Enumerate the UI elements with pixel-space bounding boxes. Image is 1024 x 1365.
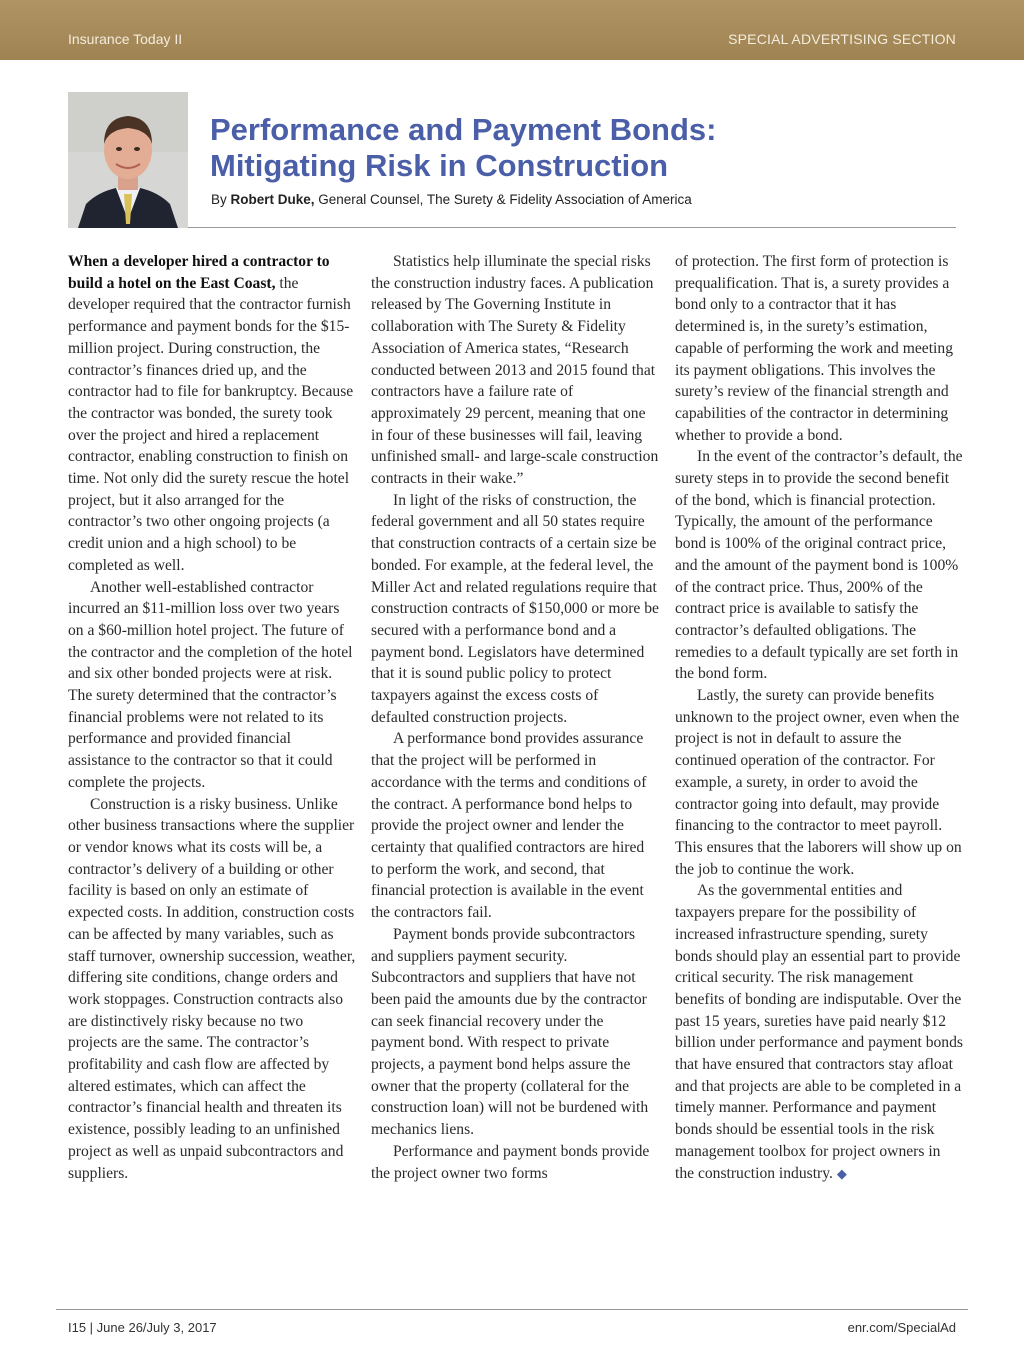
paragraph: In light of the risks of construction, the federal government and all 50 states require that construction contracts of a certain size be bonded. For example, at the federal level, the Miller Act and related regulations require that construction contracts of $150,000 or more be secured with a performance bond and a payment bond. Legislators have determined that it is sound public policy to protect taxpayers against the excess costs of defaulted construction projects. <box>371 491 659 726</box>
publication-name: Insurance Today II <box>68 31 183 47</box>
paragraph: Performance and payment bonds provide the project owner two forms <box>371 1142 650 1182</box>
column-1 <box>68 251 356 1184</box>
paragraph: A performance bond provides assurance that the project will be performed in accordance with the terms and conditions of the contract. A performance bond helps to provide the project owner and lender the certainty that qualified contractors are hired to perform the work, and second, that financial protection is available in the event the contractors fail. <box>371 730 647 922</box>
header-divider <box>188 227 956 228</box>
paragraph <box>68 251 356 577</box>
paragraph: Payment bonds provide subcontractors and suppliers payment security. Subcontractors and suppliers that have not been paid the amounts due by the contractor can seek financial recovery under the payment bond. With respect to private projects, a payment bond helps assure the owner that the property (collateral for the construction loan) will not be burdened with mechanics liens. <box>371 925 649 1139</box>
column-2 <box>371 251 659 1184</box>
column-3 <box>675 251 963 1184</box>
paragraph: Lastly, the surety can provide benefits unknown to the project owner, even when the project is not in default to assure the continued operation of the contractor. For example, a surety, in order to avoid the contractor going into default, may provide financing to the contractor to meet payroll. This ensures that the laborers will show up on the job to continue the work. <box>675 687 962 878</box>
paragraph <box>675 880 963 1184</box>
footer-divider <box>56 1309 968 1310</box>
byline <box>211 192 692 207</box>
paragraph: of protection. The first form of protection is prequalification. That is, a surety provides a bond only to a contractor that it has determined is, in the surety’s estimation, capable of performing the work and meeting its payment obligations. This involves the surety’s review of the financial strength and capabilities of the contractor in determining whether to provide a bond. <box>675 253 953 444</box>
byline-prefix: By <box>211 192 231 207</box>
paragraph: Another well-established contractor incurred an $11-million loss over two years on a $60-million hotel project. The future of the contractor and the completion of the hotel and six other bonded projects were at risk. The surety determined that the contractor’s financial problems were not related to its performance and provided financial assistance to the contractor so that it could complete the projects. <box>68 578 353 791</box>
paragraph: In the event of the contractor’s default, the surety steps in to provide the second benefit of the bond, which is financial protection. Typically, the amount of the performance bond is 100% of the original contract price, and the amount of the payment bond is 100% of the contract price. Thus, 200% of the contract price is available to satisfy the contractor’s defaulted obligations. The remedies to a default typically are set forth in the bond form. <box>675 448 963 683</box>
page-info: I15 | June 26/July 3, 2017 <box>68 1320 217 1335</box>
end-mark-icon: ◆ <box>836 1165 847 1181</box>
header-bar <box>0 0 1024 60</box>
paragraph-text: As the governmental entities and taxpayers prepare for the possibility of increased infrastructure spending, surety bonds should play an essential part to provide critical security. The risk management benefits of bonding are indisputable. Over the past 15 years, sureties have paid nearly $12 billion under performance and payment bonds that have ensured that contractors stay afloat and that projects are able to be completed in a timely manner. Performance and payment bonds should be essential tools in the risk management toolbox for project owners in the construction industry. <box>675 882 963 1182</box>
title-line-1: Performance and Payment Bonds: <box>210 112 717 147</box>
article-title <box>210 112 910 184</box>
author-title: General Counsel, The Surety & Fidelity Association of America <box>314 192 692 207</box>
title-line-2: Mitigating Risk in Construction <box>210 148 669 183</box>
paragraph-text: the developer required that the contractor furnish performance and payment bonds for the $15-million project. During construction, the contractor’s finances dried up, and the contractor had to file for bankruptcy. Because the contractor was bonded, the surety took over the project and hired a replacement contractor, enabling construction to finish on time. Not only did the surety rescue the hotel project, but it also arranged for the contractor’s two other ongoing projects (a credit union and a high school) to be completed as well. <box>68 274 354 574</box>
author-name: Robert Duke, <box>230 192 315 207</box>
author-photo <box>68 92 188 228</box>
lead-in: When a developer hired a contractor to build a hotel on the East Coast, <box>68 253 330 292</box>
section-label: SPECIAL ADVERTISING SECTION <box>728 31 956 47</box>
paragraph: Construction is a risky business. Unlike other business transactions where the supplier or vendor knows what its costs will be, a contractor’s delivery of a building or other facility is based on only an estimate of expected costs. In addition, construction costs can be affected by many variables, such as staff turnover, ownership succession, weather, differing site conditions, change orders and work stoppages. Construction contracts also are distinctively risky because no two projects are the same. The contractor’s profitability and cash flow are affected by altered estimates, which can affect the contractor’s financial health and threaten its existence, possibly leading to an unfinished project as well as unpaid subcontractors and suppliers. <box>68 795 356 1182</box>
paragraph: Statistics help illuminate the special risks the construction industry faces. A publication released by The Governing Institute in collaboration with The Surety & Fidelity Association of America states, “Research conducted between 2013 and 2015 found that contractors have a failure rate of approximately 29 percent, meaning that one in four of these businesses will fail, leaving unfinished small- and large-scale construction contracts in their wake.” <box>371 253 659 488</box>
website-url: enr.com/SpecialAd <box>847 1320 956 1335</box>
